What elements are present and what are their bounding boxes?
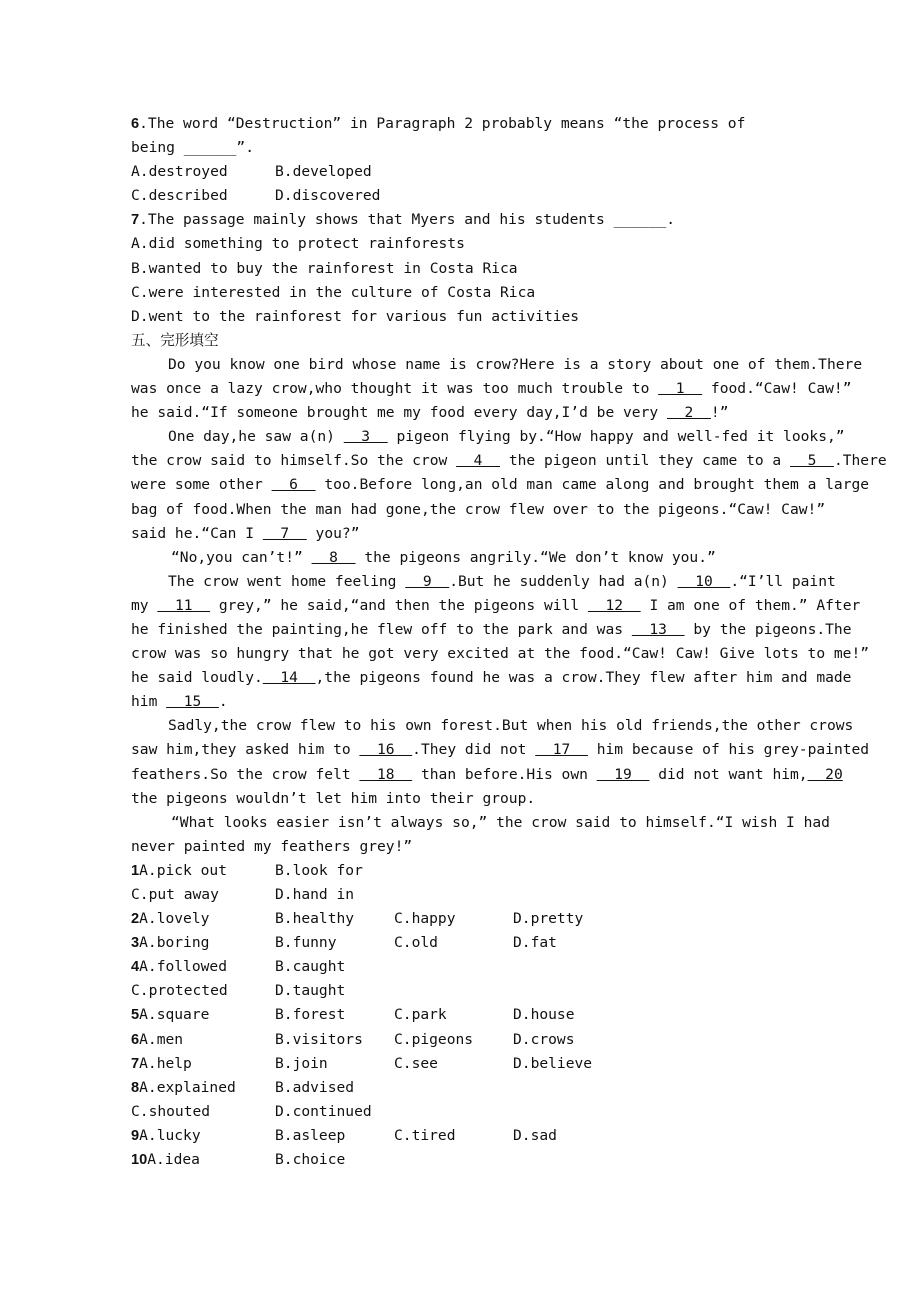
question-6-stem-cont: being ______”.	[131, 139, 255, 157]
passage-line: my 11 grey,” he said,“and then the pigeons will 12 I am one of them.” After	[131, 596, 861, 614]
option-b: B.funny	[275, 934, 337, 952]
passage-line: saw him,they asked him to 16 .They did not 17 him because of his grey-painted	[131, 741, 870, 759]
option-b: B.healthy	[275, 910, 355, 928]
passage-line: One day,he saw a(n) 3 pigeon flying by.“How happy and well-fed it looks,”	[168, 428, 845, 446]
option-a: A.idea	[147, 1151, 200, 1169]
question-10-options-row	[131, 1148, 791, 1172]
passage-line: never painted my feathers grey!”	[131, 837, 413, 855]
blank-6: 6	[271, 476, 316, 494]
question-7-stem: 7.The passage mainly shows that Myers and his students ______.	[131, 211, 676, 229]
option-b: B.choice	[275, 1151, 346, 1169]
question-1-options-row	[131, 883, 791, 907]
option-c: C.old	[394, 934, 438, 952]
option-a: A.destroyed	[131, 163, 228, 181]
blank-9: 9	[405, 572, 450, 590]
question-number: 8	[131, 1079, 140, 1096]
question-number: 4	[131, 959, 140, 976]
question-3-options-row	[131, 931, 791, 955]
option-a: A.boring	[139, 934, 210, 952]
question-number: 10	[131, 1152, 148, 1169]
option-c: C.described	[131, 187, 228, 205]
worksheet-page	[131, 112, 887, 1172]
question-1-options-row	[131, 859, 791, 883]
option-b: B.forest	[275, 1006, 346, 1024]
option-b: B.asleep	[275, 1126, 346, 1144]
question-6-options-row	[131, 160, 791, 184]
passage-line: “No,you can’t!” 8 the pigeons angrily.“We don’t know you.”	[171, 548, 716, 566]
option-a: A.lovely	[139, 910, 210, 928]
passage-line: feathers.So the crow felt 18 than before.His own 19 did not want him, 20	[131, 765, 843, 783]
blank-5: 5	[790, 452, 834, 470]
option-a: A.lucky	[139, 1126, 201, 1144]
section-title: 五、完形填空	[131, 331, 219, 349]
blank-3: 3	[343, 428, 388, 446]
question-6-options-row	[131, 1028, 791, 1052]
option-a: A.pick out	[139, 861, 227, 879]
passage-line: Do you know one bird whose name is crow?Here is a story about one of them.There	[168, 355, 863, 373]
blank-15: 15	[166, 693, 219, 711]
passage-line: The crow went home feeling 9 .But he suddenly had a(n) 10 .“I’ll paint	[168, 572, 836, 590]
blank-8: 8	[311, 548, 356, 566]
option-c: C.happy	[394, 910, 456, 928]
blank-1: 1	[658, 380, 703, 398]
option-b: B.advised	[275, 1078, 355, 1096]
blank-7: 7	[262, 524, 307, 542]
option-d: D.fat	[513, 934, 557, 952]
option-d: D.pretty	[513, 910, 584, 928]
option-a: A.square	[139, 1006, 210, 1024]
option-d: D.discovered	[275, 187, 381, 205]
option-d: D.went to the rainforest for various fun activities	[131, 307, 580, 325]
option-c: C.tired	[394, 1126, 456, 1144]
option-b: B.wanted to buy the rainforest in Costa Rica	[131, 259, 518, 277]
blank-10: 10	[677, 572, 731, 590]
option-b: B.caught	[275, 958, 346, 976]
blank-16: 16	[359, 741, 413, 759]
option-b: B.look for	[275, 861, 363, 879]
blank-18: 18	[359, 765, 413, 783]
question-6-stem: 6.The word “Destruction” in Paragraph 2 probably means “the process of	[131, 115, 746, 132]
passage-line: the crow said to himself.So the crow 4 the pigeon until they came to a 5 .There	[131, 452, 887, 470]
question-number: 3	[131, 935, 140, 952]
passage-line: he said.“If someone brought me my food every day,I’d be very 2 !”	[131, 404, 729, 422]
question-2-options-row	[131, 907, 791, 931]
option-d: D.sad	[513, 1126, 557, 1144]
passage-line: was once a lazy crow,who thought it was too much trouble to 1 food.“Caw! Caw!”	[131, 380, 852, 398]
option-b: B.visitors	[275, 1030, 363, 1048]
question-number: 2	[131, 911, 140, 928]
blank-11: 11	[157, 596, 211, 614]
blank-13: 13	[631, 620, 685, 638]
passage-line: bag of food.When the man had gone,the crow flew over to the pigeons.“Caw! Caw!”	[131, 500, 826, 518]
option-a: A.explained	[139, 1078, 236, 1096]
passage-line: were some other 6 too.Before long,an old man came along and brought them a large	[131, 476, 870, 494]
question-5-options-row	[131, 1003, 791, 1027]
question-number: 5	[131, 1007, 140, 1024]
blank-20: 20	[807, 765, 843, 783]
blank-14: 14	[262, 669, 316, 687]
option-a: A.did something to protect rainforests	[131, 235, 465, 253]
question-6-options-row	[131, 184, 791, 208]
question-8-options-row	[131, 1100, 791, 1124]
option-c: C.see	[394, 1054, 438, 1072]
option-a: A.men	[139, 1030, 184, 1048]
option-d: D.hand in	[275, 886, 355, 903]
question-number: 1	[131, 862, 140, 879]
question-8-options-row	[131, 1076, 791, 1100]
option-d: D.continued	[275, 1102, 372, 1120]
option-c: C.put away	[131, 886, 219, 903]
question-7-options-row	[131, 1052, 791, 1076]
passage-line: crow was so hungry that he got very excited at the food.“Caw! Caw! Give lots to me!”	[131, 645, 870, 663]
question-4-options-row	[131, 955, 791, 979]
passage-line: he said loudly. 14 ,the pigeons found he was a crow.They flew after him and made	[131, 669, 852, 687]
blank-19: 19	[596, 765, 650, 783]
question-number: 6	[131, 1031, 140, 1048]
question-9-options-row	[131, 1124, 791, 1148]
question-number: 9	[131, 1127, 140, 1144]
option-b: B.join	[275, 1054, 328, 1072]
option-b: B.developed	[275, 163, 372, 181]
blank-12: 12	[587, 596, 641, 614]
option-d: D.taught	[275, 982, 346, 1000]
option-c: C.pigeons	[394, 1030, 474, 1048]
passage-line: “What looks easier isn’t always so,” the crow said to himself.“I wish I had	[171, 813, 830, 831]
blank-2: 2	[666, 404, 711, 422]
passage-line: he finished the painting,he flew off to the park and was 13 by the pigeons.The	[131, 620, 852, 638]
passage-line: said he.“Can I 7 you?”	[131, 524, 360, 542]
option-a: A.help	[139, 1054, 192, 1072]
option-c: C.were interested in the culture of Costa Rica	[131, 283, 536, 301]
option-a: A.followed	[139, 958, 227, 976]
passage-line: Sadly,the crow flew to his own forest.But when his old friends,the other crows	[168, 717, 854, 735]
option-c: C.park	[394, 1006, 447, 1024]
option-d: D.house	[513, 1006, 575, 1024]
blank-4: 4	[456, 452, 501, 470]
option-c: C.protected	[131, 982, 228, 1000]
option-d: D.crows	[513, 1030, 575, 1048]
option-c: C.shouted	[131, 1102, 211, 1120]
blank-17: 17	[535, 741, 588, 759]
question-4-options-row	[131, 979, 791, 1003]
option-d: D.believe	[513, 1054, 593, 1072]
question-number: 7	[131, 1055, 140, 1072]
passage-line: the pigeons wouldn’t let him into their group.	[131, 789, 536, 807]
passage-line: him 15 .	[131, 693, 228, 711]
